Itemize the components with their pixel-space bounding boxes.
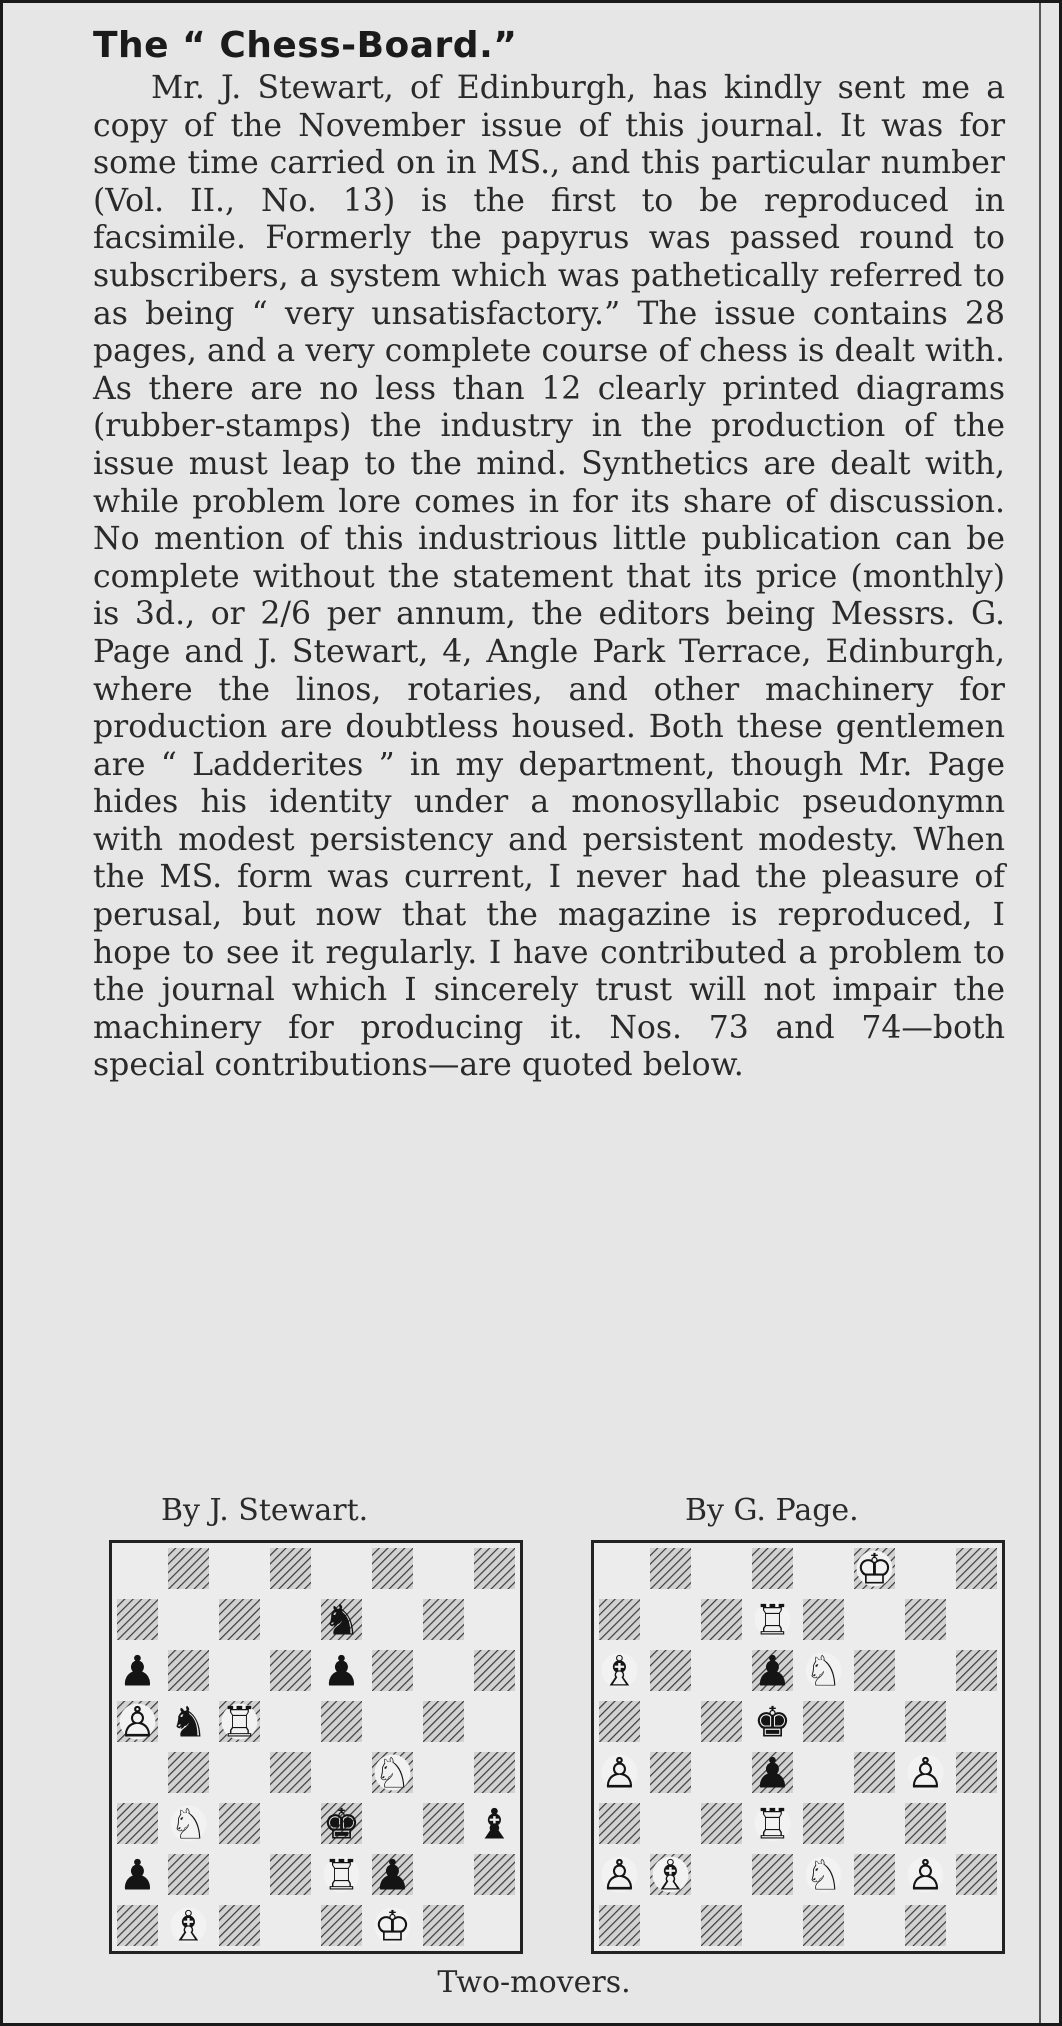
dark-square <box>701 1803 742 1844</box>
diagram-caption-page: By G. Page. <box>685 1493 859 1528</box>
dark-square <box>423 1701 464 1742</box>
dark-square <box>599 1803 640 1844</box>
dark-square <box>905 1599 946 1640</box>
chess-diagram-page <box>591 1540 1005 1954</box>
article-title: The “ Chess-Board.” <box>93 25 518 66</box>
dark-square <box>956 1650 997 1691</box>
dark-square <box>803 1905 844 1946</box>
dark-square <box>423 1599 464 1640</box>
white-rook-piece-icon: ♖ <box>753 1799 792 1849</box>
dark-square <box>321 1701 362 1742</box>
dark-square <box>117 1599 158 1640</box>
dark-square <box>219 1803 260 1844</box>
white-pawn-piece-icon: ♙ <box>906 1748 945 1798</box>
dark-square <box>854 1854 895 1895</box>
black-pawn-piece-icon: ♟ <box>322 1646 361 1696</box>
black-pawn-piece-icon: ♟ <box>753 1748 792 1798</box>
dark-square <box>803 1599 844 1640</box>
dark-square <box>650 1752 691 1793</box>
dark-square <box>372 1650 413 1691</box>
dark-square <box>270 1548 311 1589</box>
white-pawn-piece-icon: ♙ <box>118 1697 157 1747</box>
white-rook-piece-icon: ♖ <box>753 1595 792 1645</box>
chess-diagram-stewart <box>109 1540 523 1954</box>
diagram-caption-stewart: By J. Stewart. <box>161 1493 369 1528</box>
white-knight-piece-icon: ♘ <box>373 1748 412 1798</box>
white-bishop-piece-icon: ♗ <box>651 1850 690 1900</box>
black-pawn-piece-icon: ♟ <box>373 1850 412 1900</box>
dark-square <box>650 1650 691 1691</box>
dark-square <box>956 1548 997 1589</box>
dark-square <box>270 1752 311 1793</box>
dark-square <box>701 1599 742 1640</box>
dark-square <box>956 1854 997 1895</box>
dark-square <box>650 1548 691 1589</box>
white-pawn-piece-icon: ♙ <box>906 1850 945 1900</box>
dark-square <box>599 1701 640 1742</box>
chessboard-svg-stewart <box>112 1543 520 1951</box>
dark-square <box>956 1752 997 1793</box>
dark-square <box>168 1752 209 1793</box>
dark-square <box>168 1854 209 1895</box>
black-pawn-piece-icon: ♟ <box>753 1646 792 1696</box>
dark-square <box>599 1599 640 1640</box>
diagram-footer-caption: Two-movers. <box>437 1965 631 2000</box>
dark-square <box>701 1701 742 1742</box>
black-knight-piece-icon: ♞ <box>169 1697 208 1747</box>
dark-square <box>701 1905 742 1946</box>
chessboard-svg-page <box>594 1543 1002 1951</box>
dark-square <box>372 1548 413 1589</box>
black-pawn-piece-icon: ♟ <box>118 1850 157 1900</box>
dark-square <box>905 1701 946 1742</box>
white-bishop-piece-icon: ♗ <box>169 1901 208 1951</box>
white-king-piece-icon: ♔ <box>373 1901 412 1951</box>
black-bishop-piece-icon: ♝ <box>475 1799 514 1849</box>
dark-square <box>423 1803 464 1844</box>
white-knight-piece-icon: ♘ <box>169 1799 208 1849</box>
dark-square <box>270 1854 311 1895</box>
dark-square <box>474 1854 515 1895</box>
dark-square <box>117 1905 158 1946</box>
dark-square <box>474 1752 515 1793</box>
dark-square <box>905 1905 946 1946</box>
white-knight-piece-icon: ♘ <box>804 1850 843 1900</box>
dark-square <box>168 1650 209 1691</box>
white-rook-piece-icon: ♖ <box>220 1697 259 1747</box>
black-king-piece-icon: ♚ <box>322 1799 361 1849</box>
black-knight-piece-icon: ♞ <box>322 1595 361 1645</box>
white-pawn-piece-icon: ♙ <box>600 1748 639 1798</box>
dark-square <box>599 1905 640 1946</box>
dark-square <box>219 1905 260 1946</box>
article <box>93 25 1005 1085</box>
dark-square <box>474 1548 515 1589</box>
black-pawn-piece-icon: ♟ <box>118 1646 157 1696</box>
dark-square <box>752 1854 793 1895</box>
diagram-captions <box>93 1493 1005 1537</box>
dark-square <box>854 1650 895 1691</box>
dark-square <box>854 1752 895 1793</box>
white-king-piece-icon: ♔ <box>855 1544 894 1594</box>
article-body: Mr. J. Stewart, of Edinburgh, has kindly sent me a copy of the November issue of this journal. It was for some time carried on in MS., and this particular number (Vol. II., No. 13) is the first to be reproduced in facsimile. Formerly the papyrus was passed round to subscribers, a system which was pathetically referred to as being “ very unsatisfactory.” The issue contains 28 pages, and a very complete course of chess is dealt with. As there are no less than 12 clearly printed diagrams (rubber-stamps) the industry in the production of the issue must leap to the mind. Synthetics are dealt with, while problem lore comes in for its share of discussion. No mention of this industrious little publication can be complete without the statement that its price (monthly) is 3d., or 2/6 per annum, the editors being Messrs. G. Page and J. Stewart, 4, Angle Park Terrace, Edinburgh, where the linos, rotaries, and other machinery for production are doubtless housed. Both these gentlemen are “ Ladderites ” in my department, though Mr. Page hides his identity under a monosyllabic pseudonymn with modest persistency and persistent modesty. When the MS. form was current, I never had the pleasure of perusal, but now that the magazine is reproduced, I hope to see it regularly. I have contributed a problem to the journal which I sincerely trust will not impair the machinery for producing it. Nos. 73 and 74—both special contributions—are quoted below. <box>93 70 1005 1084</box>
white-knight-piece-icon: ♘ <box>804 1646 843 1696</box>
dark-square <box>168 1548 209 1589</box>
white-pawn-piece-icon: ♙ <box>600 1850 639 1900</box>
dark-square <box>752 1548 793 1589</box>
white-rook-piece-icon: ♖ <box>322 1850 361 1900</box>
dark-square <box>803 1803 844 1844</box>
dark-square <box>270 1650 311 1691</box>
dark-square <box>474 1650 515 1691</box>
dark-square <box>905 1803 946 1844</box>
black-king-piece-icon: ♚ <box>753 1697 792 1747</box>
dark-square <box>117 1803 158 1844</box>
dark-square <box>803 1701 844 1742</box>
dark-square <box>321 1905 362 1946</box>
dark-square <box>423 1905 464 1946</box>
dark-square <box>219 1599 260 1640</box>
white-bishop-piece-icon: ♗ <box>600 1646 639 1696</box>
